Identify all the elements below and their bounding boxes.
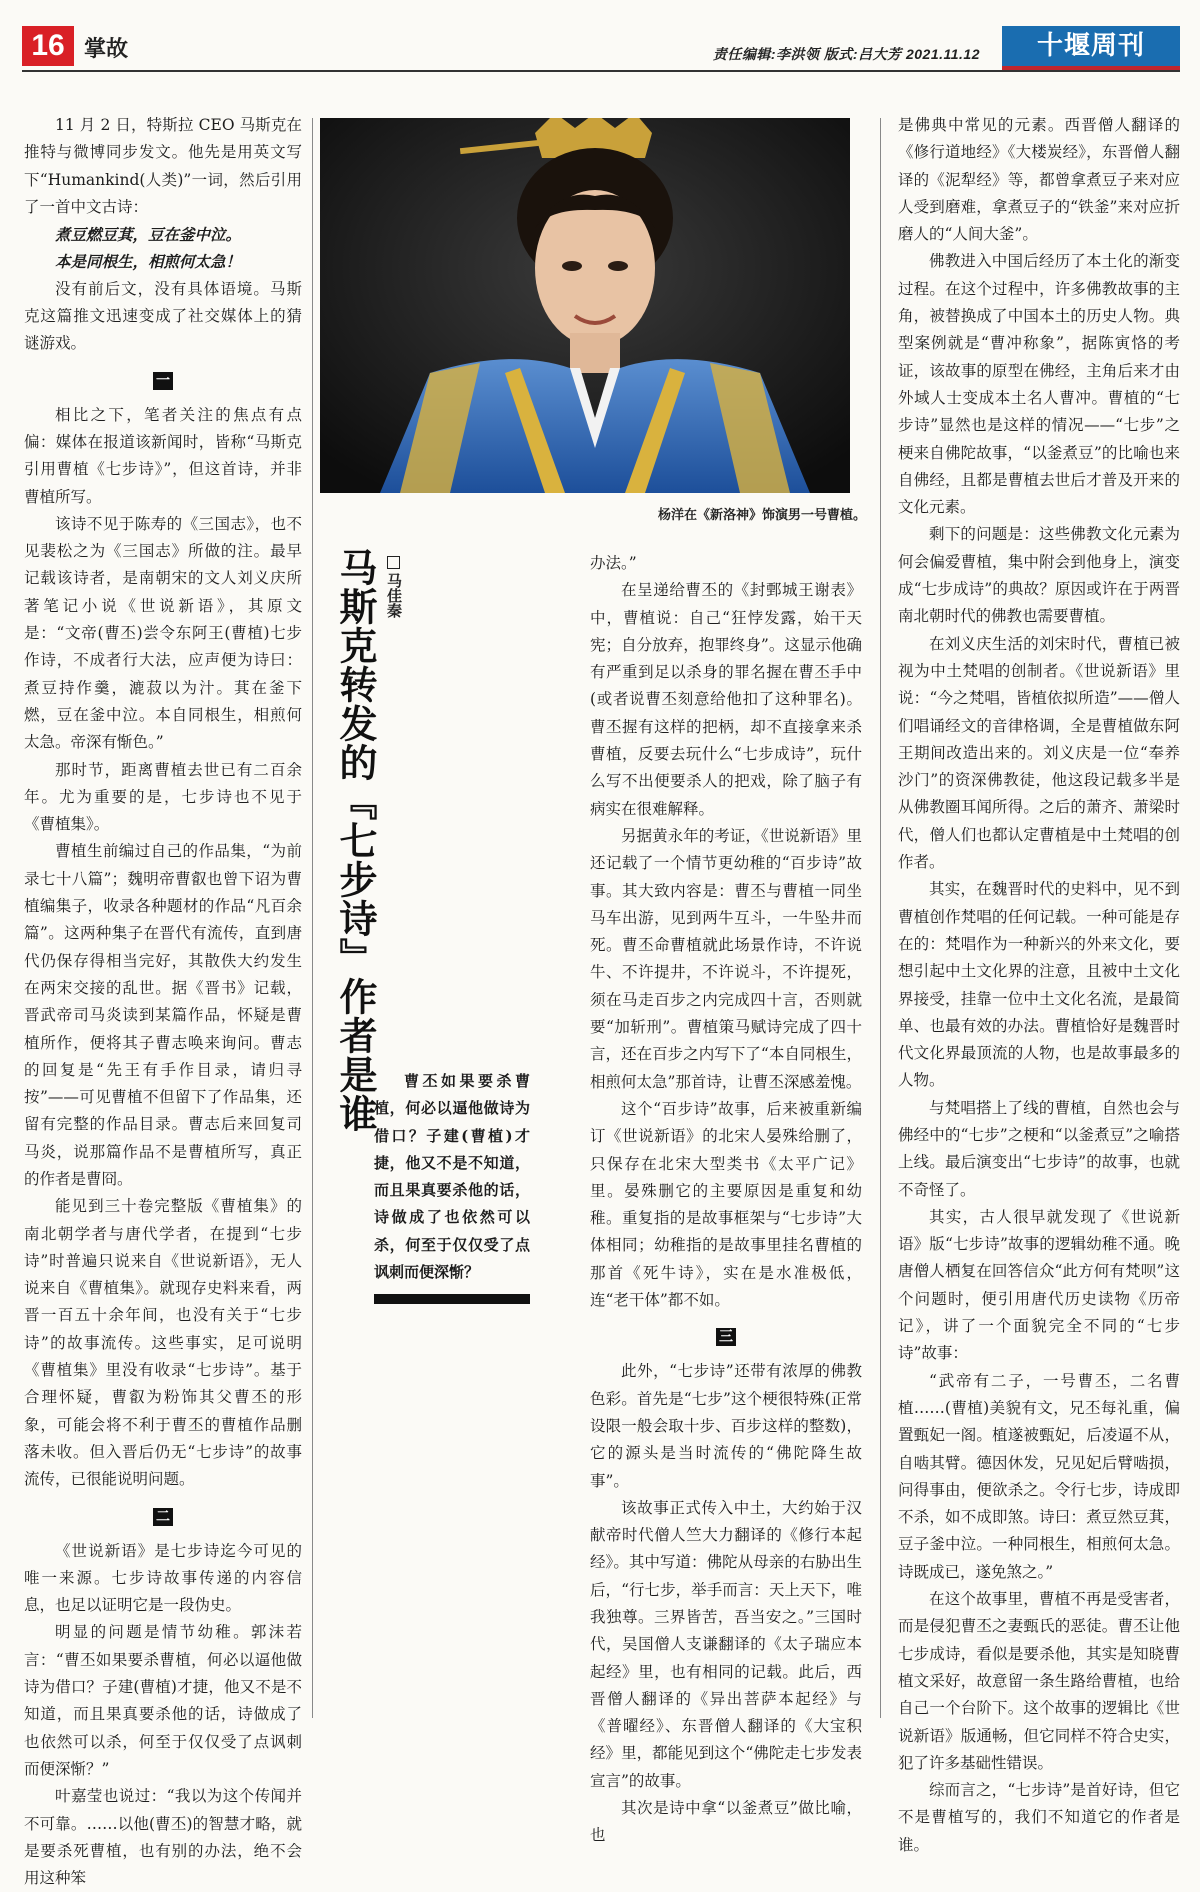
paragraph: 在这个故事里，曹植不再是受害者，而是侵犯曹丕之妻甄氏的恶徒。曹丕让他七步成诗，看似是要杀他，其实是知晓曹植文采好，故意留一条生路给曹植，也给自己一个台阶下。这个故事的逻辑比《世说新语》版通畅，但它同样不符合史实，犯了许多基础性错误。 (898, 1590, 1180, 1772)
paragraph: 《世说新语》是七步诗迄今可见的唯一来源。七步诗故事传递的内容信息，也足以证明它是一段伪史。 (24, 1541, 302, 1615)
pull-quote (374, 1068, 530, 1286)
column-divider (880, 118, 881, 1718)
section-marker-label: 一 (156, 372, 170, 389)
paragraph: 此外，“七步诗”还带有浓厚的佛教色彩。首先是“七步”这个梗很特殊(正常设限一般会取十步、百步这样的整数)，它的源头是当时流传的“佛陀降生故事”。 (590, 1362, 862, 1490)
section-marker-label: 二 (156, 1508, 170, 1525)
pull-quote-text: 曹丕如果要杀曹植，何必以逼他做诗为借口？子建(曹植)才捷，他又不是不知道，而且果真要杀他的话，诗做成了也依然可以杀，何至于仅仅受了点讽刺而便深惭？ (374, 1072, 530, 1282)
author-name: 马佳秦 (385, 573, 402, 618)
paragraph: 在刘义庆生活的刘宋时代，曹植已被视为中土梵唱的创制者。《世说新语》里说：“今之梵唱，皆植依拟所造”——僧人们唱诵经文的音律格调，全是曹植做东阿王期间改造出来的。刘义庆是一位“奉养沙门”的资深佛教徒，他这段记载多半是从佛教圈耳闻所得。之后的萧齐、萧梁时代，僧人们也都认定曹植是中土梵唱的创作者。 (898, 634, 1180, 872)
section-marker (716, 1328, 736, 1346)
paragraph: 其实，在魏晋时代的史料中，见不到曹植创作梵唱的任何记载。一种可能是存在的：梵唱作为一种新兴的外来文化，要想引起中土文化界的注意，且被中土文化界接受，挂靠一位中土文化名流，是最简单、也最有效的办法。曹植恰好是魏晋时代文化界最顶流的人物，也是故事最多的人物。 (898, 880, 1180, 1090)
byline-square-icon (387, 556, 400, 569)
paragraph: 在呈递给曹丕的《封鄄城王谢表》中，曹植说：自己“狂悖发露，始干天宪；自分放弃，抱罪终身”。这显示他确有严重到足以杀身的罪名握在曹丕手中(或者说曹丕刻意给他扣了这种罪名)。曹丕握有这样的把柄，却不直接拿来杀曹植，反要去玩什么“七步成诗”，玩什么写不出便要杀人的把戏，除了脑子有病实在很难解释。 (590, 581, 862, 818)
paragraph: 剩下的问题是：这些佛教文化元素为何会偏爱曹植，集中附会到他身上，演变成“七步成诗”的典故？原因或许在于两晋南北朝时代的佛教也需要曹植。 (898, 525, 1180, 626)
author-byline (380, 556, 404, 618)
article-column-4 (898, 112, 1180, 1859)
page-header (22, 26, 1180, 68)
section-marker (153, 372, 173, 390)
photo-caption: 杨洋在《新洛神》饰演男一号曹植。 (657, 507, 866, 522)
paragraph: 叶嘉莹也说过：“我以为这个传闻并不可靠。……以他(曹丕)的智慧才略，就是要杀死曹植，也有别的办法，绝不会用这种笨 (24, 1787, 302, 1888)
editor-credits: 责任编辑:李洪领 版式:吕大芳 2021.11.12 (712, 46, 980, 62)
paragraph: 该诗不见于陈寿的《三国志》，也不见裴松之为《三国志》所做的注。最早记载该诗者，是南朝宋的文人刘义庆所著笔记小说《世说新语》，其原文是：“文帝(曹丕)尝令东阿王(曹植)七步作诗，不成者行大法，应声便为诗曰：煮豆持作羹，漉菽以为汁。萁在釜下燃，豆在釜中泣。本自同根生，相煎何太急。帝深有惭色。” (24, 514, 302, 752)
newspaper-logo: 十堰周刊 (1002, 26, 1180, 70)
paragraph: “武帝有二子，一号曹丕，二名曹植……(曹植)美貌有文，兄丕每礼重，偏置甄妃一阁。植遂被甄妃，后凌逼不从，自啮其臂。德因休发，兄见妃后臂啮损，问得事由，便欲杀之。令行七步，诗成即不杀，如不成即煞。诗曰：煮豆然豆萁，豆子釜中泣。一种同根生，相煎何太急。诗既成已，遂免煞之。” (898, 1371, 1180, 1581)
paragraph: 综而言之，“七步诗”是首好诗，但它不是曹植写的，我们不知道它的作者是谁。 (898, 1781, 1180, 1854)
section-marker-label: 三 (719, 1329, 733, 1346)
section-marker (153, 1508, 173, 1526)
paragraph: 另据黄永年的考证，《世说新语》里还记载了一个情节更幼稚的“百步诗”故事。其大致内容是：曹丕与曹植一同坐马车出游，见到两牛互斗，一牛坠井而死。曹丕命曹植就此场景作诗，不许说牛、不许提井，不许说斗，不许提死，须在马走百步之内完成四十言，否则就要“加斩刑”。曹植策马赋诗完成了四十言，还在百步之内写下了“本自同根生，相煎何太急”那首诗，让曹丕深感羞愧。 (590, 826, 862, 1091)
actor-portrait-image (320, 118, 850, 493)
section-title: 掌故 (84, 36, 129, 61)
paragraph: 这个“百步诗”故事，后来被重新编订《世说新语》的北宋人晏殊给删了，只保存在北宋大型类书《太平广记》里。晏殊删它的主要原因是重复和幼稚。重复指的是故事框架与“七步诗”大体相同；幼稚指的是故事里挂名曹植的那首《死牛诗》，实在是水准极低，连“老干体”都不如。 (590, 1099, 862, 1310)
column-divider (312, 118, 313, 1718)
paragraph: 与梵唱搭上了线的曹植，自然也会与佛经中的“七步”之梗和“以釜煮豆”之喻搭上线。最后演变出“七步诗”的故事，也就不奇怪了。 (898, 1098, 1180, 1199)
header-rule (22, 70, 1180, 72)
poem-line: 煮豆燃豆萁，豆在釜中泣。 (55, 225, 242, 245)
paragraph: 佛教进入中国后经历了本土化的渐变过程。在这个过程中，许多佛教故事的主角，被替换成了中国本土的历史人物。典型案例就是“曹冲称象”，据陈寅恪的考证，该故事的原型在佛经，主角后来才由外域人士变成本土名人曹冲。曹植的“七步诗”显然也是这样的情况——“七步”之梗来自佛陀故事，“以釜煮豆”的比喻也来自佛经，且都是曹植去世后才普及开来的文化元素。 (898, 252, 1180, 517)
paragraph: 明显的问题是情节幼稚。郭沫若言：“曹丕如果要杀曹植，何必以逼他做诗为借口？子建(曹植)才捷，他又不是不知道，而且果真要杀他的话，诗做成了也依然可以杀，何至于仅仅受了点讽刺而便深惭？” (24, 1623, 302, 1778)
paragraph: 其次是诗中拿“以釜煮豆”做比喻，也 (590, 1799, 862, 1845)
pull-quote-bar (374, 1294, 530, 1304)
paragraph: 11 月 2 日，特斯拉 CEO 马斯克在推特与微博同步发文。他先是用英文写下“Humankind(人类)”一词，然后引用了一首中文古诗： (24, 116, 302, 216)
paragraph: 是佛典中常见的元素。西晋僧人翻译的《修行道地经》《大楼炭经》，东晋僧人翻译的《泥犁经》等，都曾拿煮豆子来对应人受到磨难，拿煮豆子的“铁釜”来对应折磨人的“人间大釜”。 (898, 116, 1180, 244)
article-title: 马斯克转发的『七步诗』作者是谁 (333, 548, 377, 1133)
article-photo (320, 118, 850, 493)
page-number: 16 (22, 26, 74, 66)
article-column-1 (24, 112, 302, 1892)
paragraph: 办法。” (590, 554, 637, 572)
paragraph: 曹植生前编过自己的作品集，“为前录七十八篇”；魏明帝曹叡也曾下诏为曹植编集子，收录各种题材的作品“凡百余篇”。这两种集子在晋代有流传，直到唐代仍保存得相当完好，其散佚大约发生在两宋交接的乱世。据《晋书》记载，晋武帝司马炎读到某篇作品，怀疑是曹植所作，便将其子曹志唤来询问。曹志的回复是“先王有手作目录，请归寻按”——可见曹植不但留下了作品集，还留有完整的作品目录。曹志后来回复司马炎，说那篇作品不是曹植所写，真正的作者是曹冏。 (24, 842, 302, 1188)
poem-line: 本是同根生，相煎何太急！ (55, 252, 242, 272)
paragraph: 其实，古人很早就发现了《世说新语》版“七步诗”故事的逻辑幼稚不通。晚唐僧人栖复在回答信众“此方何有梵呗”这个问题时，便引用唐代历史读物《历帝记》，讲了一个面貌完全不同的“七步诗”故事： (898, 1207, 1180, 1363)
paragraph: 相比之下，笔者关注的焦点有点偏：媒体在报道该新闻时，皆称“马斯克引用曹植《七步诗》”，但这首诗，并非曹植所写。 (24, 405, 302, 506)
paragraph: 该故事正式传入中土，大约始于汉献帝时代僧人竺大力翻译的《修行本起经》。其中写道：佛陀从母亲的右胁出生后，“行七步，举手而言：天上天下，唯我独尊。三界皆苦，吾当安之。”三国时代，吴国僧人支谦翻译的《太子瑞应本起经》里，也有相同的记载。此后，西晋僧人翻译的《异出菩萨本起经》与《普曜经》、东晋僧人翻译的《大宝积经》里，都能见到这个“佛陀走七步发表宣言”的故事。 (590, 1498, 862, 1790)
paragraph: 那时节，距离曹植去世已有二百余年。尤为重要的是，七步诗也不见于《曹植集》。 (24, 760, 302, 834)
article-column-3 (590, 550, 862, 1850)
paragraph: 能见到三十卷完整版《曹植集》的南北朝学者与唐代学者，在提到“七步诗”时普遍只说来自《世说新语》，无人说来自《曹植集》。就现存史料来看，两晋一百五十余年间，也没有关于“七步诗”的故事流传。这些事实，足可说明《曹植集》里没有收录“七步诗”。基于合理怀疑，曹叡为粉饰其父曹丕的形象，可能会将不利于曹丕的曹植作品删落未收。但入晋后仍无“七步诗”的故事流传，已很能说明问题。 (24, 1197, 302, 1489)
paragraph: 没有前后文，没有具体语境。马斯克这篇推文迅速变成了社交媒体上的猜谜游戏。 (24, 279, 302, 353)
